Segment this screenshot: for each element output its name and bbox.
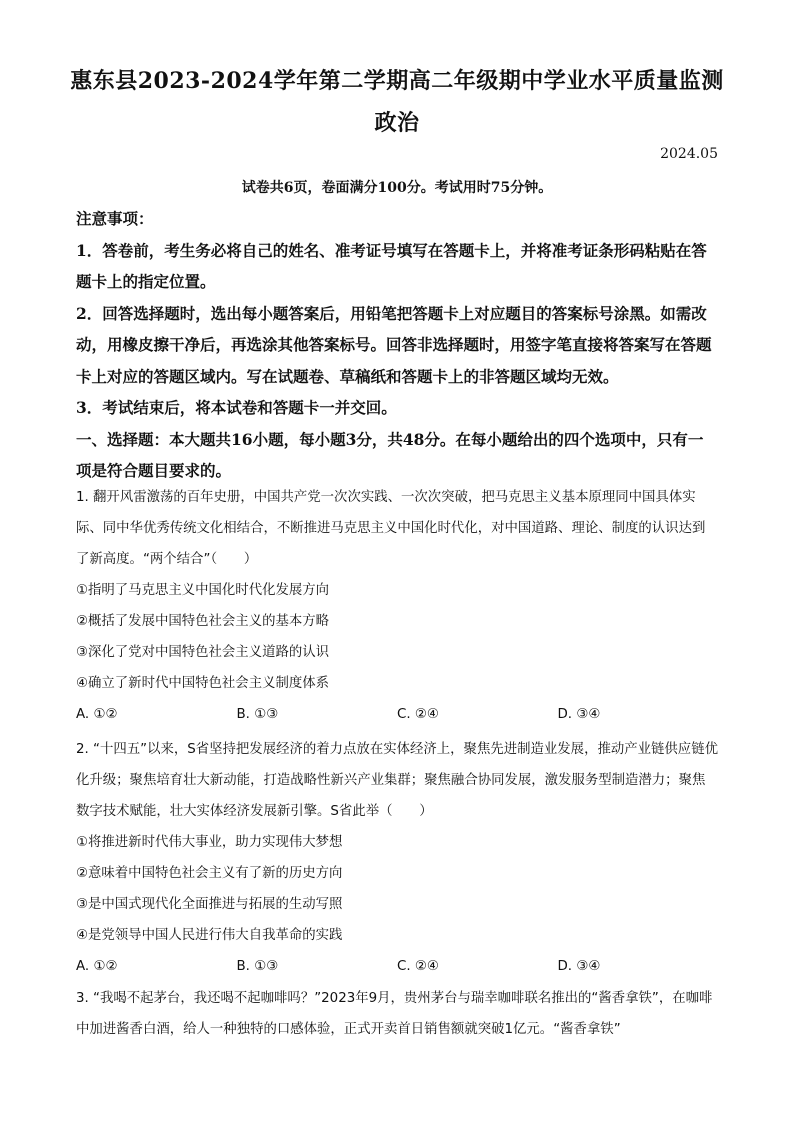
notice-item-2: 2．回答选择题时，选出每小题答案后，用铅笔把答题卡上对应题目的答案标号涂黑。如需改动，用橡皮擦干净后，再选涂其他答案标号。回答非选择题时，用签字笔直接将答案写在答题卡上对应的答题区域内。写在试题卷、草稿纸和答题卡上的非答题区域均无效。	[76, 303, 712, 386]
statement: ③是中国式现代化全面推进与拓展的生动写照	[76, 897, 343, 912]
statement: ④是党领导中国人民进行伟大自我革命的实践	[76, 928, 343, 943]
statement: ②意味着中国特色社会主义有了新的历史方向	[76, 866, 343, 881]
statement: ④确立了新时代中国特色社会主义制度体系	[76, 676, 330, 691]
notice-item-3: 3．考试结束后，将本试卷和答题卡一并交回。	[76, 398, 397, 417]
exam-info: 试卷共6页，卷面满分100分。考试用时75分钟。	[241, 180, 553, 196]
question-2	[76, 734, 718, 982]
notice-heading: 注意事项：	[76, 209, 154, 228]
option-b: B. ①③	[236, 959, 279, 974]
notice-item-1: 1．答卷前，考生务必将自己的姓名、准考证号填写在答题卡上，并将准考证条形码粘贴在答题卡上的指定位置。	[76, 240, 707, 291]
question-1	[76, 482, 718, 730]
statement: ①指明了马克思主义中国化时代化发展方向	[76, 583, 330, 598]
option-c: C. ②④	[397, 959, 439, 974]
statement: ①将推进新时代伟大事业，助力实现伟大梦想	[76, 835, 343, 850]
statement: ②概括了发展中国特色社会主义的基本方略	[76, 614, 330, 629]
question-stem: 2. “十四五”以来，S省坚持把发展经济的着力点放在实体经济上，聚焦先进制造业发展，推动产业链供应链优化升级；聚焦培育壮大新动能，打造战略性新兴产业集群；聚焦融合协同发展，激发服务型制造潜力；聚焦数字技术赋能，壮大实体经济发展新引擎。S省此举（ ）	[76, 742, 718, 819]
option-c: C. ②④	[397, 707, 439, 722]
subject-title: 政治	[374, 110, 420, 136]
option-a: A. ①②	[76, 959, 118, 974]
notice-section	[76, 203, 718, 487]
answer-options	[76, 699, 718, 730]
option-b: B. ①③	[236, 707, 279, 722]
exam-title: 惠东县2023-2024学年第二学期高二年级期中学业水平质量监测	[70, 68, 724, 94]
option-d: D. ③④	[557, 707, 601, 722]
exam-date: 2024.05	[660, 146, 718, 162]
question-stem: 1. 翻开风雷激荡的百年史册，中国共产党一次次实践、一次次突破，把马克思主义基本原理同中国具体实际、同中华优秀传统文化相结合，不断推进马克思主义中国化时代化，对中国道路、理论、制度的认识达到了新高度。“两个结合”（ ）	[76, 490, 706, 567]
section-heading: 一、选择题：本大题共16小题，每小题3分，共48分。在每小题给出的四个选项中，只有一项是符合题目要求的。	[76, 429, 704, 480]
question-3	[76, 983, 718, 1045]
option-d: D. ③④	[557, 959, 601, 974]
statement: ③深化了党对中国特色社会主义道路的认识	[76, 645, 330, 660]
question-stem: 3. “我喝不起茅台，我还喝不起咖啡吗？”2023年9月，贵州茅台与瑞幸咖啡联名推出的“酱香拿铁”，在咖啡中加进酱香白酒，给人一种独特的口感体验，正式开卖首日销售额就突破1亿元。“酱香拿铁”	[76, 991, 713, 1037]
option-a: A. ①②	[76, 707, 118, 722]
answer-options	[76, 951, 718, 982]
